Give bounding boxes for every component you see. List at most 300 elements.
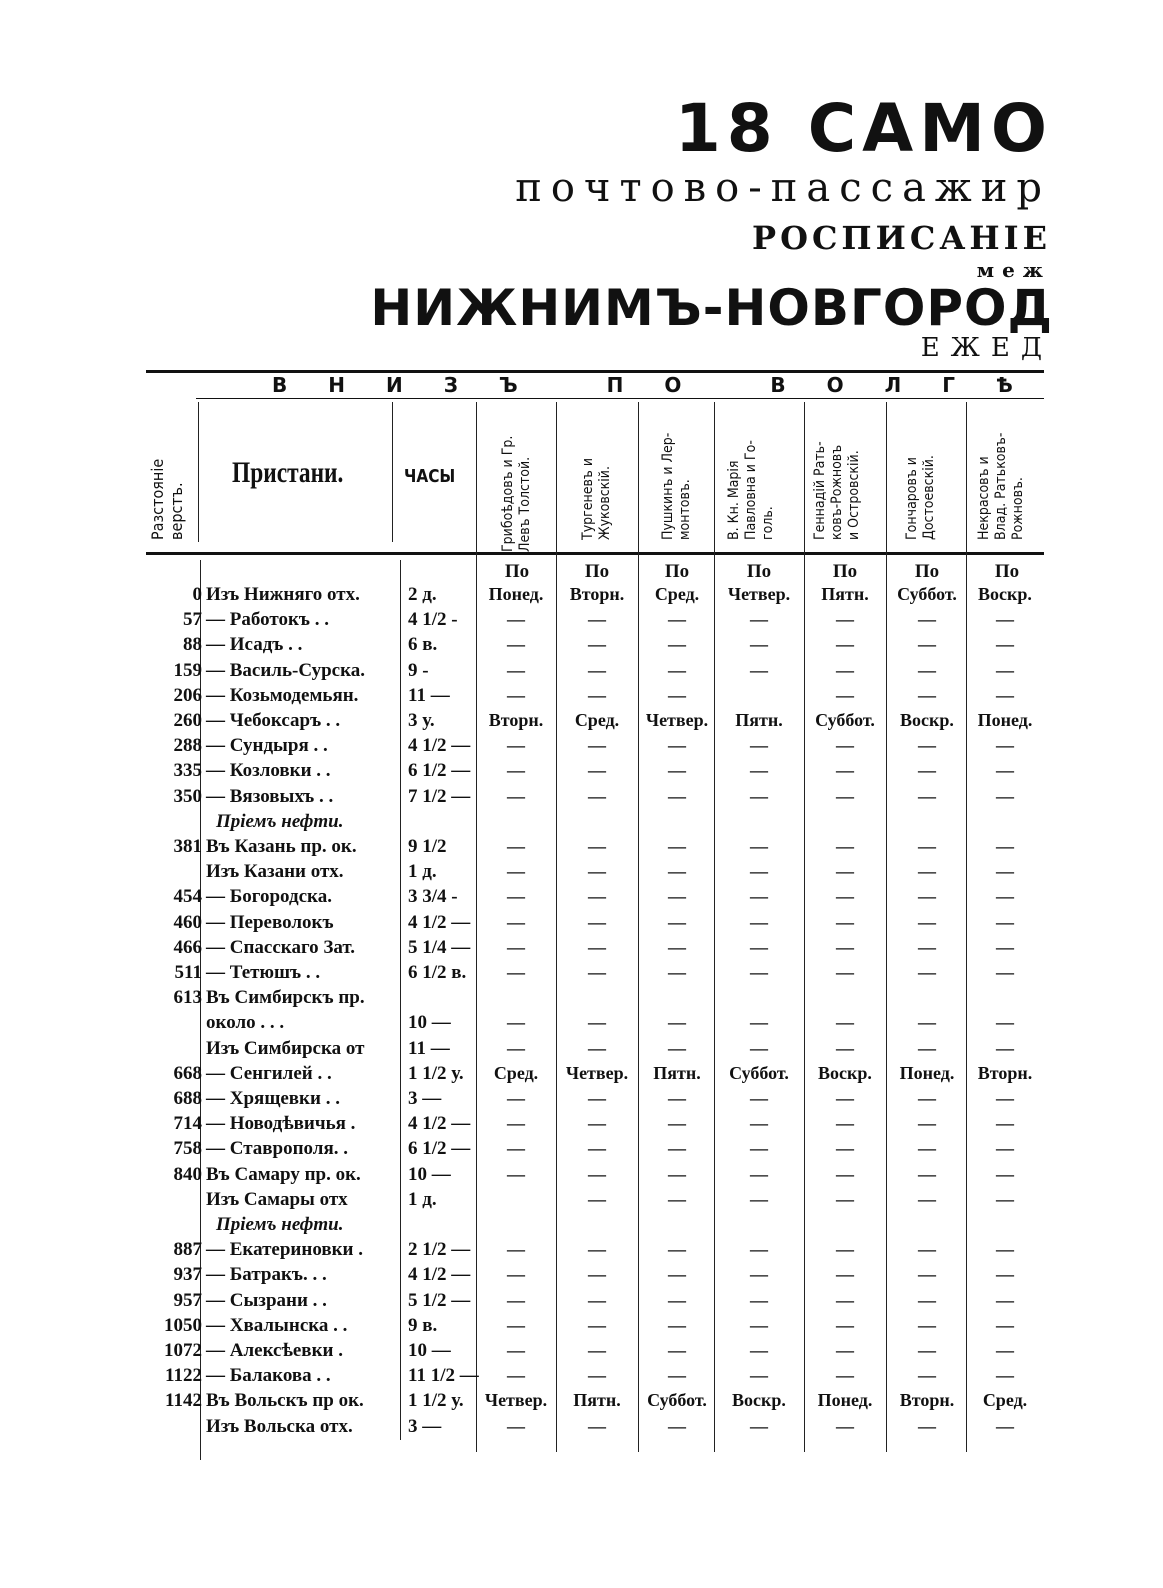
day-cell: Вторн. xyxy=(569,584,625,604)
day-cell: — xyxy=(918,1264,936,1285)
day-cell: — xyxy=(996,684,1014,705)
day-cell: — xyxy=(836,1138,854,1159)
pier-name-cell: — Козловки . . xyxy=(206,760,331,782)
po-label: По xyxy=(746,561,772,582)
distance-cell: 57 xyxy=(183,609,202,631)
day-cell: — xyxy=(507,785,525,806)
daily-label: ЕЖЕД xyxy=(920,333,1053,363)
day-cell: Пятн. xyxy=(735,710,783,730)
table-row xyxy=(0,784,1163,809)
pier-name-cell: — Переволокъ xyxy=(206,911,334,933)
pier-name-cell: — Сенгилей . . xyxy=(206,1062,332,1084)
day-cell: — xyxy=(668,1088,686,1108)
oil-reception-note: Пріемъ нефти. xyxy=(216,810,344,832)
day-cell: — xyxy=(918,886,936,907)
day-cell: — xyxy=(668,861,686,882)
table-row xyxy=(0,1111,1163,1136)
day-cell: — xyxy=(668,659,686,680)
distance-cell: 260 xyxy=(173,710,202,731)
city-title: НИЖНИМЪ-НОВГОРОД xyxy=(370,279,1053,337)
day-cell: — xyxy=(918,1314,936,1335)
hours-cell: 4 1/2 — xyxy=(408,1113,471,1135)
day-cell: — xyxy=(507,1365,525,1386)
day-cell: Пятн. xyxy=(573,1390,621,1411)
distance-cell: 887 xyxy=(173,1239,202,1261)
hours-cell: 9 1/2 xyxy=(408,836,447,857)
table-row xyxy=(0,658,1163,683)
day-cell: — xyxy=(750,1289,768,1310)
day-cell: — xyxy=(750,1088,768,1108)
day-cell: — xyxy=(588,1415,606,1436)
day-cell: — xyxy=(918,1188,936,1209)
table-row xyxy=(0,859,1163,884)
pier-name-cell: Въ Симбирскъ пр. xyxy=(206,987,365,1009)
day-cell: — xyxy=(668,1264,686,1285)
day-cell: — xyxy=(507,911,525,932)
hours-cell: 3 3/4 - xyxy=(408,886,458,908)
day-cell: — xyxy=(588,1365,606,1386)
day-cell: — xyxy=(507,1113,525,1134)
day-cell: — xyxy=(918,1012,936,1033)
day-cell: — xyxy=(750,1365,768,1386)
day-cell: — xyxy=(836,1314,854,1335)
day-cell: — xyxy=(918,1037,936,1058)
distance-cell: 159 xyxy=(173,659,202,681)
day-cell: — xyxy=(836,1037,854,1058)
day-cell: Вторн. xyxy=(899,1390,955,1411)
day-cell: — xyxy=(996,1239,1014,1260)
pier-name-cell: — Ставрополя. . xyxy=(206,1138,348,1160)
day-cell: — xyxy=(588,886,606,907)
pier-name-cell: — Работокъ . . xyxy=(206,609,329,631)
day-cell: — xyxy=(588,659,606,680)
table-row xyxy=(0,632,1163,657)
day-cell: Четвер. xyxy=(565,1062,629,1083)
day-cell: — xyxy=(836,1239,854,1260)
hours-cell: 6 в. xyxy=(408,634,438,656)
table-row xyxy=(0,1338,1163,1363)
day-cell: — xyxy=(588,1264,606,1285)
day-cell: — xyxy=(836,1289,854,1310)
day-cell: — xyxy=(507,936,525,957)
day-cell: — xyxy=(750,1239,768,1260)
hours-cell: 7 1/2 — xyxy=(408,785,471,807)
day-cell: — xyxy=(996,634,1014,655)
day-cell: — xyxy=(750,735,768,756)
day-cell: — xyxy=(507,1163,525,1184)
day-cell: — xyxy=(588,785,606,806)
pier-name-cell: Въ Вольскъ пр ок. xyxy=(206,1390,364,1412)
pier-name-cell: — Вязовыхъ . . xyxy=(206,785,334,807)
pier-name-cell: около . . . xyxy=(206,1012,285,1034)
pier-name-cell: — Хрящевки . . xyxy=(206,1088,340,1109)
pier-name-cell: Изъ Симбирска от xyxy=(206,1037,365,1059)
day-cell: — xyxy=(668,1415,686,1436)
steamer-header-1: Грибоѣдовъ и Гр. Левъ Толстой. xyxy=(500,435,533,552)
day-cell: — xyxy=(836,962,854,982)
day-cell: — xyxy=(918,1340,936,1360)
day-cell: Суббот. xyxy=(647,1390,707,1411)
distance-cell: 206 xyxy=(173,684,202,706)
hours-cell: 11 — xyxy=(408,1037,450,1059)
day-cell: Сред. xyxy=(654,584,700,604)
day-cell: — xyxy=(668,1289,686,1310)
day-cell: — xyxy=(588,1340,606,1360)
day-cell: — xyxy=(588,962,606,982)
table-row xyxy=(0,884,1163,909)
oil-reception-note: Пріемъ нефти. xyxy=(216,1214,344,1235)
pier-name-cell: — Богородска. xyxy=(206,886,332,908)
day-cell: — xyxy=(507,1289,525,1310)
hours-cell: 3 у. xyxy=(408,710,435,731)
piers-header: Пристани. xyxy=(232,456,344,489)
hours-cell: 5 1/2 — xyxy=(408,1289,471,1311)
day-cell: — xyxy=(836,936,854,957)
day-cell: — xyxy=(996,886,1014,907)
day-cell: — xyxy=(836,1113,854,1134)
pier-name-cell: Въ Казань пр. ок. xyxy=(206,836,357,857)
distance-cell: 1142 xyxy=(165,1390,202,1412)
hours-cell: 1 1/2 у. xyxy=(408,1390,464,1412)
column-line xyxy=(198,402,199,542)
po-label: По xyxy=(832,561,858,582)
day-cell: Понед. xyxy=(817,1390,873,1411)
distance-cell: 454 xyxy=(173,886,202,908)
distance-cell: 758 xyxy=(173,1138,202,1160)
hours-cell: 1 д. xyxy=(408,1188,437,1210)
day-cell: Четвер. xyxy=(727,584,791,604)
day-cell: Вторн. xyxy=(977,1062,1033,1083)
day-cell: — xyxy=(836,785,854,806)
day-cell: — xyxy=(668,760,686,781)
day-cell: — xyxy=(918,911,936,932)
distance-cell: 460 xyxy=(173,911,202,933)
day-cell: — xyxy=(507,1340,525,1360)
distance-cell: 957 xyxy=(173,1289,202,1311)
day-cell: — xyxy=(836,1088,854,1108)
table-row xyxy=(0,1313,1163,1338)
hours-cell: 3 — xyxy=(408,1415,442,1437)
day-cell: — xyxy=(918,684,936,705)
table-row xyxy=(0,1162,1163,1187)
day-cell: Воскр. xyxy=(818,1062,872,1083)
day-cell: — xyxy=(996,1289,1014,1310)
distance-cell: 88 xyxy=(183,634,202,656)
day-cell: — xyxy=(996,735,1014,756)
hours-cell: 1 1/2 у. xyxy=(408,1062,464,1084)
table-row xyxy=(0,582,1163,607)
direction-rule xyxy=(196,398,1044,399)
pier-name-cell: — Сызрани . . xyxy=(206,1289,327,1311)
pier-name-cell: — Хвалынска . . xyxy=(206,1314,348,1336)
day-cell: — xyxy=(588,911,606,932)
day-cell: — xyxy=(750,1314,768,1335)
day-cell: — xyxy=(750,609,768,630)
day-cell: — xyxy=(918,1088,936,1108)
hours-cell: 4 1/2 — xyxy=(408,735,471,757)
distance-cell: 840 xyxy=(173,1163,202,1185)
day-cell: — xyxy=(507,1264,525,1285)
hours-cell: 11 1/2 — xyxy=(408,1365,479,1387)
pier-name-cell: — Батракъ. . . xyxy=(206,1264,327,1286)
distance-header: Разстояніе верстъ. xyxy=(148,458,186,540)
table-row xyxy=(0,758,1163,783)
day-cell: — xyxy=(996,1012,1014,1033)
day-cell: — xyxy=(918,1415,936,1436)
table-row xyxy=(0,1237,1163,1262)
po-label: По xyxy=(584,561,610,582)
day-cell: Четвер. xyxy=(645,710,709,730)
steamer-header-4: В. Кн. Марія Павловна и Го- голь. xyxy=(726,440,776,540)
day-cell: — xyxy=(996,1113,1014,1134)
day-cell: Суббот. xyxy=(729,1062,789,1083)
day-cell: — xyxy=(996,1340,1014,1360)
day-cell: — xyxy=(668,1012,686,1033)
day-cell: — xyxy=(836,735,854,756)
day-cell: — xyxy=(668,1163,686,1184)
day-cell: — xyxy=(507,684,525,705)
day-cell: — xyxy=(668,1113,686,1134)
day-cell: — xyxy=(588,1037,606,1058)
day-cell: — xyxy=(996,1037,1014,1058)
day-cell: — xyxy=(668,962,686,982)
table-row xyxy=(0,1086,1163,1111)
hours-cell: 6 1/2 — xyxy=(408,1138,471,1160)
day-cell: Понед. xyxy=(488,584,544,604)
steamer-header-3: Пушкинъ и Лер- монтовъ. xyxy=(660,432,693,540)
day-cell: — xyxy=(836,1012,854,1033)
day-cell: — xyxy=(918,1289,936,1310)
day-cell: Понед. xyxy=(977,710,1033,730)
distance-cell: 668 xyxy=(173,1062,202,1084)
hours-cell: 10 — xyxy=(408,1163,451,1185)
day-cell: — xyxy=(507,1314,525,1335)
day-cell: — xyxy=(668,785,686,806)
page-number-title: 18 САМО xyxy=(674,90,1053,167)
day-cell: — xyxy=(668,936,686,957)
day-cell: — xyxy=(588,1239,606,1260)
day-cell: — xyxy=(588,634,606,655)
pier-name-cell: — Алексѣевки . xyxy=(206,1340,343,1361)
day-cell: Вторн. xyxy=(488,710,544,730)
day-cell: — xyxy=(588,936,606,957)
day-cell: Воскр. xyxy=(732,1390,786,1411)
day-cell: — xyxy=(588,735,606,756)
day-cell: — xyxy=(918,861,936,882)
day-cell: — xyxy=(507,659,525,680)
hours-cell: 10 — xyxy=(408,1012,451,1034)
hours-cell: 4 1/2 — xyxy=(408,911,471,933)
day-cell: — xyxy=(588,1012,606,1033)
day-cell: — xyxy=(918,962,936,982)
day-cell: Четвер. xyxy=(484,1390,548,1411)
pier-name-cell: — Тетюшъ . . xyxy=(206,962,321,983)
table-row xyxy=(0,1061,1163,1086)
day-cell: — xyxy=(750,1138,768,1159)
day-cell: — xyxy=(588,609,606,630)
day-cell: — xyxy=(507,634,525,655)
day-cell: — xyxy=(750,1264,768,1285)
day-cell: Понед. xyxy=(899,1062,955,1083)
day-cell: — xyxy=(507,735,525,756)
table-row xyxy=(0,607,1163,632)
day-cell: — xyxy=(750,1188,768,1209)
day-cell: — xyxy=(668,886,686,907)
distance-cell: 381 xyxy=(173,836,202,857)
day-cell: — xyxy=(918,1163,936,1184)
day-cell: — xyxy=(507,760,525,781)
hours-cell: 4 1/2 — xyxy=(408,1264,471,1286)
hours-cell: 1 д. xyxy=(408,861,437,883)
day-cell: — xyxy=(750,962,768,982)
day-cell: — xyxy=(750,1113,768,1134)
table-row xyxy=(0,1414,1163,1439)
distance-cell: 937 xyxy=(173,1264,202,1286)
day-cell: — xyxy=(996,1365,1014,1386)
day-cell: — xyxy=(996,1264,1014,1285)
day-cell: — xyxy=(588,1289,606,1310)
pier-name-cell: Изъ Вольска отх. xyxy=(206,1415,353,1437)
hours-cell: 11 — xyxy=(408,684,450,706)
day-cell: — xyxy=(588,1088,606,1108)
day-cell: — xyxy=(668,1138,686,1159)
day-cell: — xyxy=(836,634,854,655)
pier-name-cell: — Козьмодемьян. xyxy=(206,684,359,706)
po-label: По xyxy=(914,561,940,582)
po-label: По xyxy=(664,561,690,582)
day-cell: — xyxy=(836,911,854,932)
table-row xyxy=(0,1010,1163,1035)
pier-name-cell: Изъ Казани отх. xyxy=(206,861,344,883)
subtitle: почтово-пассажир xyxy=(515,165,1051,211)
day-cell: — xyxy=(836,684,854,705)
pier-name-cell: — Исадъ . . xyxy=(206,634,303,656)
day-cell: Сред. xyxy=(982,1390,1028,1411)
day-cell: — xyxy=(836,1340,854,1360)
day-cell: Пятн. xyxy=(653,1062,701,1083)
day-cell: — xyxy=(996,760,1014,781)
table-row xyxy=(0,733,1163,758)
day-cell: — xyxy=(996,1188,1014,1209)
day-cell: — xyxy=(836,760,854,781)
hours-cell: 5 1/4 — xyxy=(408,936,471,958)
day-cell: — xyxy=(996,962,1014,982)
day-cell: — xyxy=(668,1239,686,1260)
day-cell: — xyxy=(668,735,686,756)
day-cell: — xyxy=(507,1012,525,1033)
header-bottom-rule xyxy=(146,552,1044,555)
day-cell: — xyxy=(668,684,686,705)
table-row xyxy=(0,1136,1163,1161)
day-cell: — xyxy=(588,1113,606,1134)
day-cell: — xyxy=(750,861,768,882)
distance-cell: 714 xyxy=(173,1113,202,1135)
day-cell: — xyxy=(918,634,936,655)
day-cell: Воскр. xyxy=(900,710,954,730)
table-row xyxy=(0,985,1163,1010)
table-row xyxy=(0,708,1163,733)
table-row xyxy=(0,834,1163,859)
day-cell: — xyxy=(996,1415,1014,1436)
day-cell: Воскр. xyxy=(978,584,1032,604)
day-cell: — xyxy=(918,659,936,680)
day-cell: — xyxy=(996,1163,1014,1184)
day-cell: — xyxy=(918,1239,936,1260)
distance-cell: 288 xyxy=(173,735,202,757)
day-cell: — xyxy=(996,861,1014,882)
day-cell: — xyxy=(836,1264,854,1285)
day-cell: Суббот. xyxy=(897,584,957,604)
table-row xyxy=(0,1262,1163,1287)
day-cell: — xyxy=(996,936,1014,957)
pier-name-cell: Изъ Самары отх xyxy=(206,1188,348,1210)
day-cell: — xyxy=(918,1365,936,1386)
day-cell: — xyxy=(668,1365,686,1386)
day-cell: Сред. xyxy=(493,1062,539,1083)
day-cell: — xyxy=(507,886,525,907)
day-cell: — xyxy=(750,785,768,806)
day-cell: — xyxy=(507,836,525,856)
day-cell: — xyxy=(836,659,854,680)
hours-cell: 2 1/2 — xyxy=(408,1239,471,1261)
hours-cell: 6 1/2 — xyxy=(408,760,471,782)
day-cell: — xyxy=(750,1163,768,1184)
day-cell: — xyxy=(507,609,525,630)
day-cell: Пятн. xyxy=(821,584,869,604)
day-cell: — xyxy=(996,911,1014,932)
day-cell: — xyxy=(668,1340,686,1360)
pier-name-cell: — Василь-Сурска. xyxy=(206,659,365,681)
hours-cell: 3 — xyxy=(408,1088,442,1109)
day-cell: — xyxy=(507,1415,525,1436)
pier-name-cell: — Екатериновки . xyxy=(206,1239,364,1261)
day-cell: — xyxy=(750,659,768,680)
day-cell: — xyxy=(918,609,936,630)
day-cell: — xyxy=(588,1188,606,1209)
table-row xyxy=(0,1036,1163,1061)
table-row xyxy=(0,1363,1163,1388)
day-cell: — xyxy=(918,760,936,781)
table-row xyxy=(0,1212,1163,1237)
distance-cell: 511 xyxy=(174,962,202,983)
schedule-title: РОСПИСАНІЕ xyxy=(752,219,1051,257)
day-cell: — xyxy=(836,1415,854,1436)
day-cell: — xyxy=(836,1163,854,1184)
day-cell: — xyxy=(588,1138,606,1159)
day-cell: — xyxy=(668,609,686,630)
hours-cell: 4 1/2 - xyxy=(408,609,458,631)
day-cell: — xyxy=(750,1012,768,1033)
day-cell: — xyxy=(836,609,854,630)
hours-cell: 6 1/2 в. xyxy=(408,962,467,983)
steamer-header-6: Гончаровъ и Достоевскій. xyxy=(904,455,937,540)
day-cell: — xyxy=(588,861,606,882)
day-cell: — xyxy=(918,785,936,806)
day-cell: — xyxy=(750,836,768,856)
distance-cell: 0 xyxy=(192,584,202,605)
day-cell: — xyxy=(996,1314,1014,1335)
day-cell: Суббот. xyxy=(815,710,875,730)
day-cell: — xyxy=(918,936,936,957)
table-row xyxy=(0,809,1163,834)
day-cell: — xyxy=(507,1037,525,1058)
day-cell: — xyxy=(996,836,1014,856)
steamer-header-7: Некрасовъ и Влад. Ратьковъ- Рожновъ. xyxy=(976,432,1026,540)
day-cell: — xyxy=(507,861,525,882)
day-cell: — xyxy=(588,684,606,705)
hours-header: ЧАСЫ xyxy=(404,466,456,487)
distance-cell: 1072 xyxy=(164,1340,202,1361)
